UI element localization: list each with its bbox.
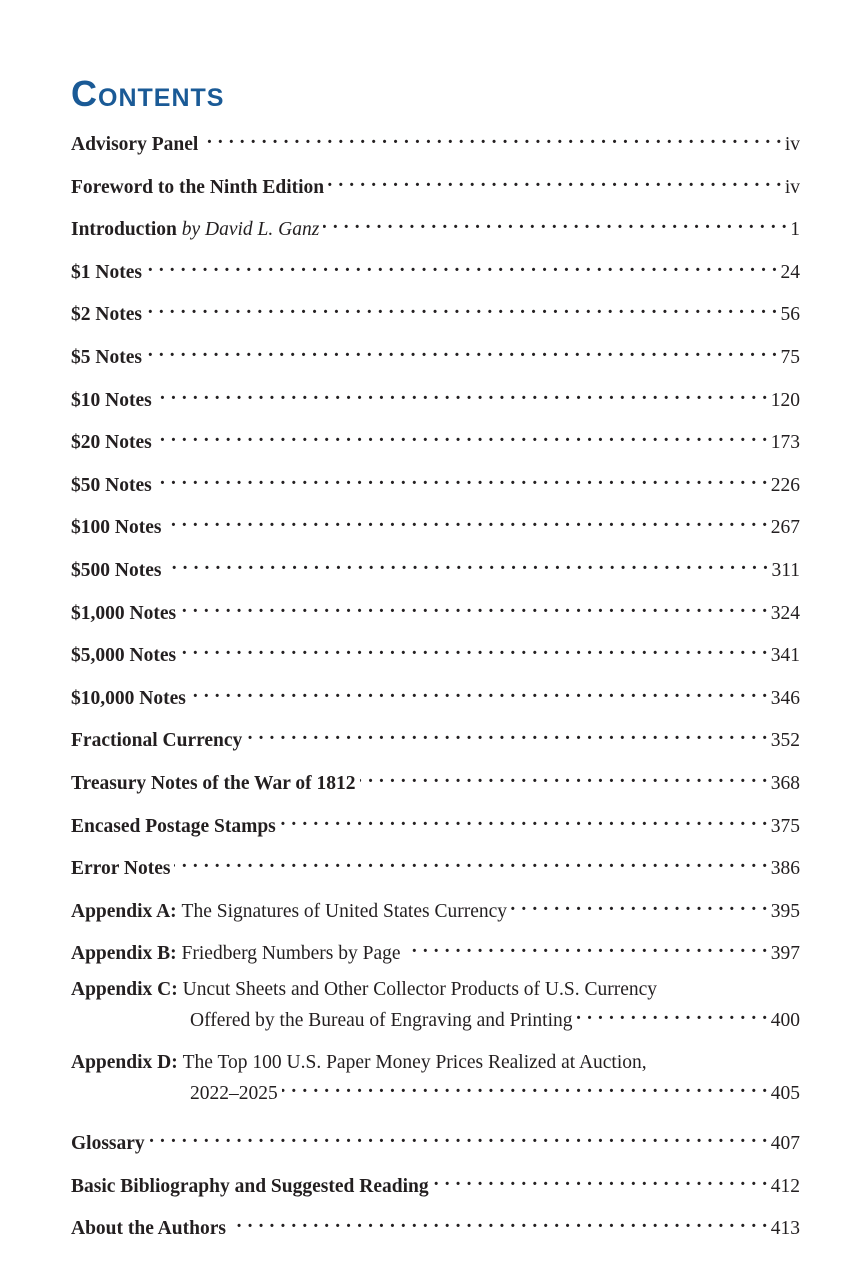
toc-entry-introduction[interactable]: [71, 211, 800, 241]
toc-entry-about-authors[interactable]: [71, 1210, 800, 1240]
toc-entry-title: $10,000 Notes: [71, 687, 186, 709]
toc-page-number: 397: [770, 943, 800, 965]
contents-page: [71, 74, 800, 1253]
toc-page-number: 120: [770, 389, 800, 411]
toc-page-number: 267: [770, 517, 800, 539]
toc-entry-10-notes[interactable]: [71, 382, 800, 411]
toc-entry-subtitle: The Signatures of United States Currency: [181, 900, 508, 922]
dot-leader: [156, 382, 768, 406]
toc-entry-title: $10 Notes: [71, 389, 152, 411]
dot-leader: [190, 680, 768, 704]
toc-list: [71, 126, 800, 1240]
toc-page-number: iv: [784, 134, 800, 155]
dot-leader: [360, 765, 768, 789]
dot-leader: [405, 935, 768, 959]
dot-leader: [511, 893, 768, 917]
toc-entry-title: Fractional Currency: [71, 730, 243, 752]
toc-entry-appendix-a[interactable]: [71, 893, 800, 922]
dot-leader: [328, 169, 782, 193]
toc-page-number: 352: [770, 730, 800, 752]
toc-entry-title: $20 Notes: [71, 432, 152, 454]
toc-page-number: 341: [770, 645, 800, 667]
toc-entry-title: Appendix B:: [71, 943, 177, 965]
dot-leader: [433, 1168, 768, 1192]
toc-entry-title: Advisory Panel: [71, 134, 199, 155]
toc-entry-title: Basic Bibliography and Suggested Reading: [71, 1175, 429, 1197]
toc-page-number: 412: [770, 1175, 800, 1197]
toc-entry-20-notes[interactable]: [71, 424, 800, 454]
toc-entry-title: $1,000 Notes: [71, 602, 177, 624]
dot-leader: [146, 339, 778, 363]
toc-entry-5000-notes[interactable]: [71, 637, 800, 667]
toc-entry-title: Glossary: [71, 1133, 145, 1155]
dot-leader: [165, 552, 768, 576]
toc-entry-line-2: [71, 1002, 800, 1033]
toc-entry-5-notes[interactable]: [71, 339, 800, 368]
toc-entry-title: $100 Notes: [71, 517, 162, 539]
toc-entry-fractional-currency[interactable]: [71, 722, 800, 752]
dot-leader: [149, 1125, 768, 1149]
toc-entry-title: $1 Notes: [71, 261, 142, 283]
toc-page-number: 75: [780, 346, 800, 368]
toc-entry-title: Appendix A:: [71, 900, 177, 922]
toc-entry-subtitle: Friedberg Numbers by Page: [181, 943, 401, 965]
toc-entry-foreword[interactable]: [71, 169, 800, 198]
toc-entry-line-1: [71, 978, 800, 1002]
toc-entry-author: by David L. Ganz: [181, 219, 320, 241]
toc-entry-subtitle: Uncut Sheets and Other Collector Products of U.S. Currency: [182, 978, 658, 1000]
toc-page-number: 1: [790, 219, 800, 241]
toc-entry-title: Appendix C:: [71, 978, 178, 1000]
toc-entry-1-notes[interactable]: [71, 254, 800, 283]
toc-entry-appendix-c[interactable]: [71, 978, 800, 1033]
toc-entry-subtitle-continued: Offered by the Bureau of Engraving and Printing: [190, 1009, 573, 1031]
toc-entry-1000-notes[interactable]: [71, 595, 800, 624]
toc-page-number: 346: [770, 687, 800, 709]
toc-entry-500-notes[interactable]: [71, 552, 800, 581]
toc-entry-glossary[interactable]: [71, 1125, 800, 1155]
toc-entry-treasury-notes-1812[interactable]: [71, 765, 800, 794]
toc-entry-title: Appendix D:: [71, 1052, 178, 1074]
toc-entry-title: $50 Notes: [71, 474, 152, 496]
toc-page-number: 375: [770, 815, 800, 837]
dot-leader: [323, 211, 787, 235]
dot-leader: [180, 595, 768, 619]
toc-entry-title: $500 Notes: [71, 559, 162, 581]
dot-leader: [230, 1210, 768, 1234]
toc-entry-error-notes[interactable]: [71, 850, 800, 880]
toc-entry-title: $5 Notes: [71, 346, 142, 368]
toc-page-number: 405: [770, 1083, 800, 1105]
toc-page-number: 56: [780, 304, 800, 326]
dot-leader: [156, 424, 768, 448]
toc-page-number: 368: [770, 772, 800, 794]
toc-entry-appendix-d[interactable]: [71, 1051, 800, 1106]
toc-entry-title: Treasury Notes of the War of 1812: [71, 772, 356, 794]
toc-entry-title: $2 Notes: [71, 304, 142, 326]
dot-leader: [156, 467, 768, 491]
toc-entry-subtitle-continued: 2022–2025: [190, 1083, 278, 1105]
toc-entry-bibliography[interactable]: [71, 1168, 800, 1197]
toc-entry-title: $5,000 Notes: [71, 645, 177, 667]
dot-leader: [165, 509, 767, 533]
toc-entry-100-notes[interactable]: [71, 509, 800, 539]
toc-page-number: 24: [780, 261, 800, 283]
dot-leader: [246, 722, 767, 746]
dot-leader: [146, 254, 778, 278]
toc-page-number: 400: [770, 1009, 800, 1031]
dot-leader: [577, 1002, 768, 1026]
toc-entry-10000-notes[interactable]: [71, 680, 800, 709]
toc-entry-appendix-b[interactable]: [71, 935, 800, 965]
toc-page-number: 324: [770, 602, 800, 624]
toc-entry-title: Error Notes: [71, 858, 171, 880]
toc-page-number: 386: [770, 858, 800, 880]
toc-page-number: iv: [784, 176, 800, 198]
toc-page-number: 173: [770, 432, 800, 454]
toc-page-number: 226: [770, 474, 800, 496]
toc-entry-subtitle: The Top 100 U.S. Paper Money Prices Realized at Auction,: [182, 1052, 647, 1074]
toc-entry-50-notes[interactable]: [71, 467, 800, 496]
toc-entry-title: Introduction: [71, 219, 177, 241]
toc-entry-title: About the Authors: [71, 1218, 226, 1240]
dot-leader: [146, 296, 778, 320]
dot-leader: [282, 1075, 768, 1099]
toc-entry-line-2: [71, 1075, 800, 1106]
toc-entry-line-1: [71, 1051, 800, 1075]
dot-leader: [202, 126, 782, 150]
toc-entry-title: Encased Postage Stamps: [71, 815, 276, 837]
toc-entry-encased-postage-stamps[interactable]: [71, 808, 800, 837]
dot-leader: [174, 850, 767, 874]
toc-page-number: 395: [770, 900, 800, 922]
dot-leader: [280, 808, 768, 832]
page-title: Contents: [71, 73, 225, 114]
toc-page-number: 413: [770, 1218, 800, 1240]
toc-entry-2-notes[interactable]: [71, 296, 800, 326]
toc-entry-title: Foreword to the Ninth Edition: [71, 176, 325, 198]
dot-leader: [180, 637, 768, 661]
toc-page-number: 311: [771, 559, 800, 581]
toc-page-number: 407: [770, 1133, 800, 1155]
toc-entry-advisory-panel[interactable]: [71, 126, 800, 155]
